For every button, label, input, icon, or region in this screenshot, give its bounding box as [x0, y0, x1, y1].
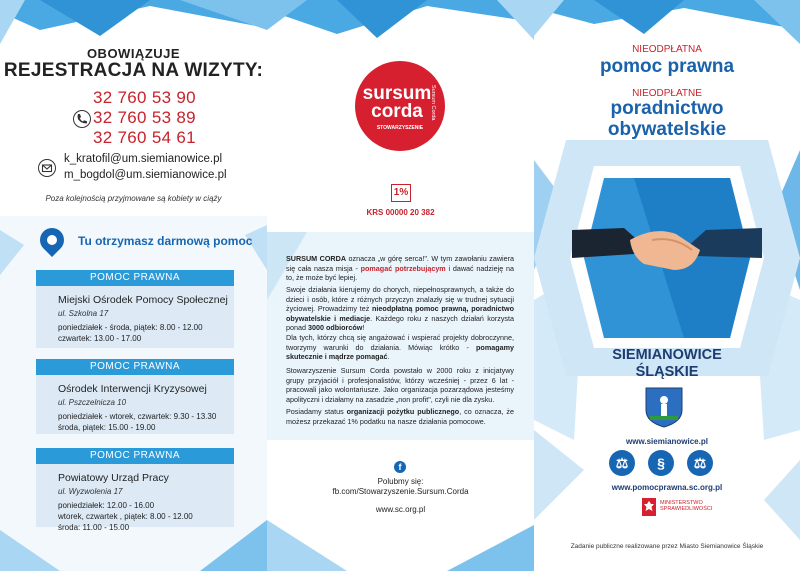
- office-hours-line: poniedziałek - wtorek, czwartek: 9.30 - 13.30: [58, 412, 217, 421]
- logo-subtitle: STOWARZYSZENIE: [376, 125, 424, 131]
- city-name: SIEMIANOWICE ŚLĄSKIE: [612, 347, 722, 380]
- office-card-oik: [36, 359, 234, 434]
- ministry-of-justice-logo: MINISTERSTWO SPRAWIEDLIWOŚCI: [660, 500, 713, 512]
- office-hours-line: poniedziałek - środa, piątek: 8.00 - 12.00: [58, 323, 203, 332]
- phone-number-1[interactable]: 32 760 53 90: [93, 88, 196, 107]
- title-legal-aid: pomoc prawna: [599, 56, 735, 77]
- sursum-corda-logo: [355, 61, 445, 151]
- city-coat-of-arms-icon: [640, 386, 688, 428]
- polish-eagle-icon: [642, 498, 656, 516]
- priority-note: Poza kolejnością przyjmowane są kobiety w ciąży: [45, 194, 222, 203]
- office-address: ul. Pszczelnicza 10: [58, 398, 127, 407]
- legal-advice-icon: ⚖: [609, 450, 635, 476]
- about-paragraph-3: Dla tych, którzy chcą się angażować i wspierać projekty dobroczynne, tworzymy warunki do działania. Mówiąc krótko - pomagamy skutecznie i mądrze pomagać.: [286, 333, 514, 362]
- office-name: Miejski Ośrodek Pomocy Społecznej: [58, 294, 228, 306]
- logo-text-line2: corda: [371, 101, 423, 122]
- paragraph-icon: §: [648, 450, 674, 476]
- office-hours-line: poniedziałek: 12.00 - 16.00: [58, 501, 155, 510]
- office-hours-line: środa, piątek: 15.00 - 19.00: [58, 423, 156, 432]
- website-link[interactable]: www.sc.org.pl: [375, 505, 426, 514]
- office-card-mops: [36, 270, 234, 348]
- phone-number-3[interactable]: 32 760 54 61: [93, 128, 196, 147]
- phone-icon: [73, 110, 91, 128]
- office-card-header: POMOC PRAWNA: [36, 359, 234, 375]
- about-paragraph-2: Swoje działania kierujemy do chorych, niepełnosprawnych, a także do dzieci i osób, które z różnych przyczyn znalazły się w trudnej sytuacji życiowej. Prowadzimy też nieodpłatną pomoc prawną, poradnictwo obywatelskie i mediacje. Każdego roku z naszych działań korzysta ponad 3000 odbiorców!: [286, 285, 514, 333]
- office-card-pup: [36, 448, 234, 532]
- office-address: ul. Szkolna 17: [58, 309, 109, 318]
- program-website-link[interactable]: www.pomocprawna.sc.org.pl: [611, 483, 723, 492]
- title-civic-counselling: poradnictwo obywatelskie: [607, 98, 727, 140]
- about-paragraph-4: Stowarzyszenie Sursum Corda powstało w 2000 roku z inicjatywy grupy przyjaciół i profesjonalistów, którzy wcześniej - przez 6 lat - pracowali jako wolontariusze. Jako organizacja pozarządowa jesteśmy apolityczni i działamy na zasadzie „non profit", czyli nie dla zysku.: [286, 366, 514, 404]
- office-hours-line: czwartek: 13.00 - 17.00: [58, 334, 142, 343]
- logo-vertical-text: Sursum Corda: [430, 85, 436, 121]
- free-help-label: Tu otrzymasz darmową pomoc: [78, 234, 253, 248]
- free-label-1: NIEODPŁATNA: [632, 44, 702, 55]
- office-hours-line: środa: 11.00 - 15.00: [58, 523, 130, 532]
- email-address-1[interactable]: k_kratofil@um.siemianowice.pl: [64, 153, 223, 165]
- panel-contact: [0, 0, 267, 571]
- city-website-link[interactable]: www.siemianowice.pl: [626, 437, 708, 446]
- facebook-link[interactable]: fb.com/Stowarzyszenie.Sursum.Corda: [332, 487, 469, 496]
- one-percent-badge: 1%: [391, 184, 411, 202]
- about-paragraph-1: SURSUM CORDA oznacza „w górę serca!". W tym zawołaniu zawiera się cała nasza misja - pomagać potrzebującym i dawać nadzieję na to, że może być lepiej.: [286, 254, 515, 283]
- about-paragraph-5: Posiadamy status organizacji pożytku publicznego, co oznacza, że możesz przekazać 1% podatku na nasze działania pomocowe.: [286, 407, 514, 426]
- office-card-header: POMOC PRAWNA: [36, 270, 234, 286]
- phone-number-2[interactable]: 32 760 53 89: [93, 108, 196, 127]
- office-hours-line: wtorek, czwartek , piątek: 8.00 - 12.00: [58, 512, 193, 521]
- registration-label: OBOWIĄZUJE: [86, 46, 181, 61]
- registration-heading: REJESTRACJA NA WIZYTY:: [3, 60, 264, 81]
- office-name: Powiatowy Urząd Pracy: [58, 472, 169, 484]
- like-us-label: Polubmy się:: [377, 477, 424, 486]
- logo-text-line1: sursum: [362, 83, 432, 104]
- office-card-header: POMOC PRAWNA: [36, 448, 234, 464]
- scales-icon: ⚖: [687, 450, 713, 476]
- email-icon: [38, 159, 56, 177]
- free-label-2: NIEODPŁATNE: [632, 88, 702, 99]
- facebook-icon[interactable]: f: [394, 461, 406, 473]
- email-address-2[interactable]: m_bogdol@um.siemianowice.pl: [64, 169, 227, 181]
- public-task-footer: Zadanie publiczne realizowane przez Miasto Siemianowice Śląskie: [570, 543, 764, 550]
- office-name: Ośrodek Interwencji Kryzysowej: [58, 383, 207, 395]
- krs-number: KRS 00000 20 382: [366, 208, 435, 217]
- office-address: ul. Wyzwolenia 17: [58, 487, 123, 496]
